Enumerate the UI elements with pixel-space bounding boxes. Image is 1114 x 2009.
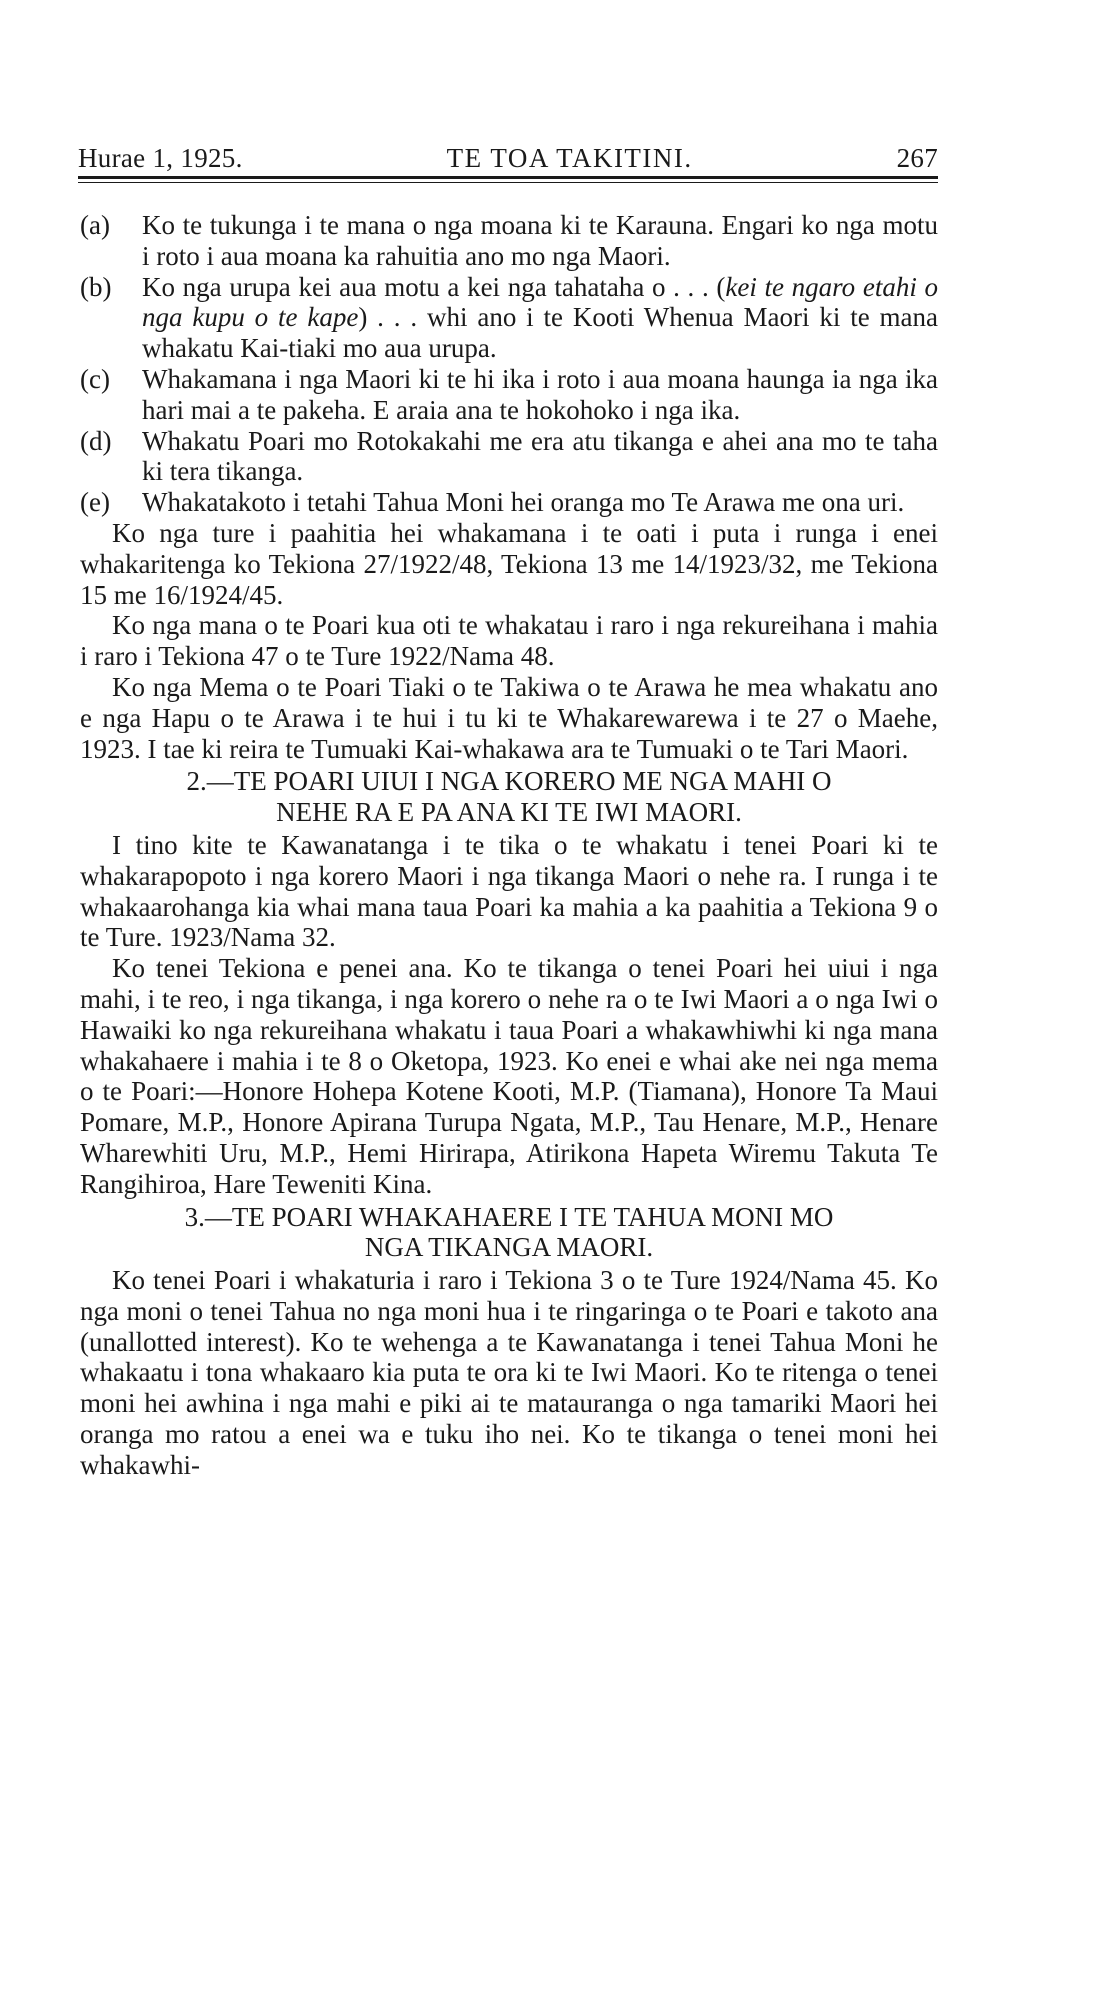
page-number: 267 <box>896 143 938 173</box>
section-heading <box>80 1202 938 1264</box>
page-body <box>80 210 938 1481</box>
list-label: (b) <box>80 271 112 302</box>
running-header <box>78 130 938 174</box>
list-item <box>80 487 938 518</box>
list-text: Whakatakoto i tetahi Tahua Moni hei oranga mo Te Arawa me ona uri. <box>142 487 905 518</box>
paragraph: Ko tenei Poari i whakaturia i raro i Tekiona 3 o te Ture 1924/Nama 45. Ko nga moni o tenei Tahua no nga moni hua i te ringaringa o te Poari e takoto ana (unallotted interest). Ko te wehenga a te Kawanatanga i tenei Tahua Moni he whakaatu i tona whakaaro kia puta te ora ki te Iwi Maori. Ko te ritenga o tenei moni hei awhina i nga mahi e piki ai te matauranga o nga tamariki Maori hei oranga mo ratou a enei wa e tuku iho nei. Ko te tikanga o tenei moni hei whakawhi- <box>80 1265 938 1480</box>
list-item <box>80 426 938 488</box>
list-label: (c) <box>80 363 110 394</box>
section-heading-line: 2.—TE POARI UIUI I NGA KORERO ME NGA MAHI O <box>186 766 832 797</box>
paragraph: Ko nga mana o te Poari kua oti te whakatau i raro i nga rekureihana i mahia i raro i Tekiona 47 o te Ture 1922/Nama 48. <box>80 610 938 672</box>
paragraph: I tino kite te Kawanatanga i te tika o te whakatu i tenei Poari ki te whakarapopoto i nga korero Maori i nga tikanga Maori o nehe ra. I runga i te whakaarohanga kia whai mana taua Poari ka mahia a ka paahitia a Tekiona 9 o te Ture. 1923/Nama 32. <box>80 829 938 953</box>
list-label: (a) <box>80 210 110 240</box>
section-heading-line: 3.—TE POARI WHAKAHAERE I TE TAHUA MONI MO <box>184 1201 834 1232</box>
list-item <box>80 272 938 364</box>
list-text <box>142 272 938 364</box>
list-item <box>80 364 938 426</box>
italic-note: kei te ngaro etahi o nga kupu o te kape <box>142 271 939 333</box>
paragraph: Ko tenei Tekiona e penei ana. Ko te tikanga o tenei Poari hei uiui i nga mahi, i te reo, i nga tikanga, i nga korero o nehe ra o te Iwi Maori a o nga Iwi o Hawaiki ko nga rekureihana whakatu i taua Poari a whakawhiwhi ki nga mana whakahaere i mahia i te 8 o Oketopa, 1923. Ko enei e whai ake nei nga mema o te Poari:—Honore Hohepa Kotene Kooti, M.P. (Tiamana), Honore Ta Maui Pomare, M.P., Honore Apirana Turupa Ngata, M.P., Tau Henare, M.P., Henare Wharewhiti Uru, M.P., Hemi Hirirapa, Atirikona Hapeta Wiremu Takuta Te Rangihiroa, Hare Teweniti Kina. <box>80 953 938 1199</box>
paragraph: Ko nga ture i paahitia hei whakamana i te oati i puta i runga i enei whakaritenga ko Tekiona 27/1922/48, Tekiona 13 me 14/1923/32, me Tekiona 15 me 16/1924/45. <box>80 517 938 610</box>
section-heading <box>80 766 938 828</box>
list-text-part: ) . . . whi ano i te Kooti Whenua Maori ki te mana whakatu Kai-tiaki mo aua urupa. <box>142 302 939 364</box>
list-label: (d) <box>80 425 112 456</box>
header-title: TE TOA TAKITINI. <box>446 143 693 173</box>
list-text: Whakamana i nga Maori ki te hi ika i roto i aua moana haunga ia nga ika hari mai a te pakeha. E araia ana te hokohoko i nga ika. <box>142 363 938 425</box>
header-date: Hurae 1, 1925. <box>78 143 243 173</box>
section-heading-line: NGA TIKANGA MAORI. <box>364 1232 654 1263</box>
section-heading-line: NEHE RA E PA ANA KI TE IWI MAORI. <box>276 797 742 828</box>
list-item <box>80 210 938 272</box>
list-text: Whakatu Poari mo Rotokakahi me era atu tikanga e ahei ana mo te taha ki tera tikanga. <box>142 425 938 487</box>
list-text-part: Ko nga urupa kei aua motu a kei nga tahataha o . . . ( <box>142 271 726 302</box>
header-rule-thick <box>78 176 938 179</box>
paragraph: Ko nga Mema o te Poari Tiaki o te Takiwa o te Arawa he mea whakatu ano e nga Hapu o te Arawa i te hui i tu ki te Whakarewarewa i te 27 o Maehe, 1923. I tae ki reira te Tumuaki Kai-whakawa ara te Tumuaki o te Tari Maori. <box>80 671 938 764</box>
list-label: (e) <box>80 487 110 518</box>
header-rule-thin <box>78 182 938 183</box>
list-text: Ko te tukunga i te mana o nga moana ki te Karauna. Engari ko nga motu i roto i aua moana ka rahuitia ano mo nga Maori. <box>142 210 938 271</box>
